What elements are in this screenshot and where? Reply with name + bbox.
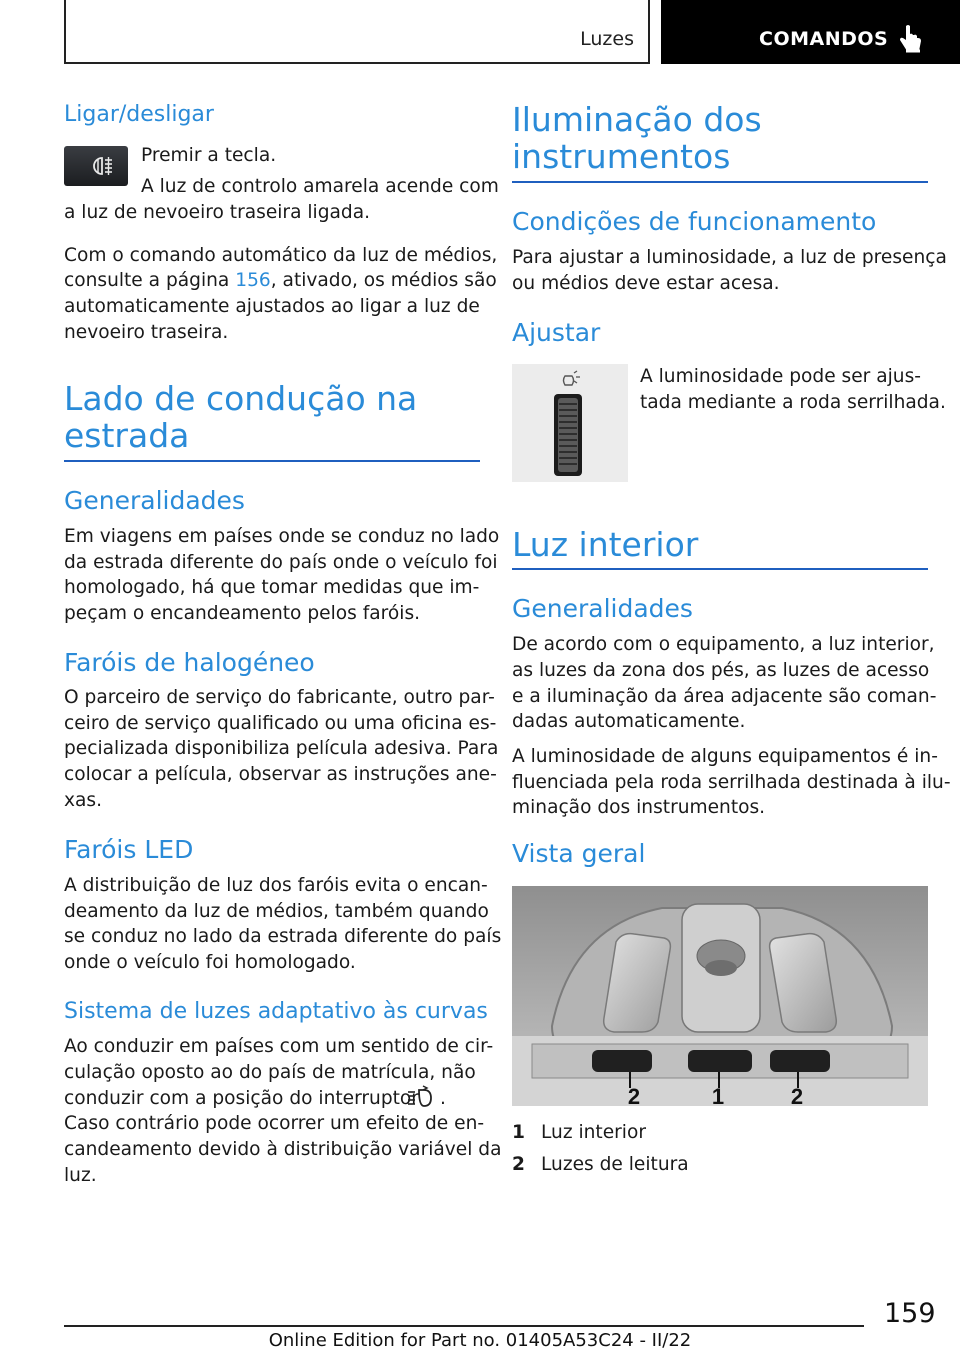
header-chapter-title: COMANDOS [759, 28, 889, 50]
legend-label: Luz interior [541, 1122, 646, 1143]
heading-sistema-adaptativo: Sistema de luzes adaptativo às curvas [64, 999, 488, 1024]
text-ada-l1: Ao conduzir em países com um sentido de cir- [64, 1036, 494, 1057]
text-ada-l3-end: . [440, 1088, 446, 1109]
callout-label: 1 [711, 1084, 725, 1106]
text-led-l1: A distribuição de luz dos faróis evita o encan- [64, 875, 488, 896]
rear-fog-light-icon [64, 146, 128, 186]
text-premir-tecla: Premir a tecla. [141, 145, 277, 166]
text-luz-nevoeiro: a luz de nevoeiro traseira ligada. [64, 202, 371, 223]
text-cond-l2: ou médios deve estar acesa. [512, 273, 780, 294]
overhead-console-image [512, 886, 928, 1106]
text-li-l3: e a iluminação da área adjacente são coman- [512, 686, 937, 707]
heading-generalidades-left: Generalidades [64, 486, 245, 515]
text-gen-l4: peçam o encandeamento pelos faróis. [64, 603, 421, 624]
instrument-brightness-icon [560, 370, 582, 390]
text-hal-l3: pecializada disponibiliza película adesiva. Para [64, 738, 499, 759]
thumbwheel-image [512, 364, 628, 482]
text-p2-l1: Com o comando automático da luz de médios, [64, 245, 498, 266]
rear-fog-light-key-image [64, 146, 128, 186]
text-li-p2-l3: minação dos instrumentos. [512, 797, 766, 818]
heading-lado-conducao-l2: estrada [64, 416, 190, 455]
text-led-l2: deamento da luz de médios, também quando [64, 901, 489, 922]
header-section-title: Luzes [580, 28, 634, 50]
heading-lado-conducao-l1: Lado de condução na [64, 379, 418, 418]
text-ada-l6: luz. [64, 1165, 97, 1186]
text-hal-l5: xas. [64, 790, 102, 811]
pointing-hand-icon [897, 24, 923, 54]
text-li-p2-l1: A luminosidade de alguns equipamentos é in- [512, 746, 938, 767]
text-luz-controlo: A luz de controlo amarela acende com [141, 176, 499, 197]
heading-condicoes: Condições de funcionamento [512, 207, 877, 236]
text-led-l3: se conduz no lado da estrada diferente do país [64, 926, 502, 947]
text-hal-l4: colocar a película, observar as instruções ane- [64, 764, 497, 785]
text-ada-l4: Caso contrário pode ocorrer um efeito de en- [64, 1113, 485, 1134]
heading-iluminacao-l1: Iluminação dos [512, 100, 762, 139]
text-p2-l2: consulte a página 156, ativado, os médios são [64, 270, 497, 291]
callout-label: 2 [627, 1084, 641, 1106]
text-led-l4: onde o veículo foi homologado. [64, 952, 356, 973]
text-gen-l2: da estrada diferente do país onde o veículo foi [64, 552, 498, 573]
text-ajustar-l1: A luminosidade pode ser ajus- [640, 366, 921, 387]
text-li-l1: De acordo com o equipamento, a luz interior, [512, 634, 935, 655]
footer-edition: Online Edition for Part no. 01405A53C24 - II/22 [268, 1330, 692, 1351]
footer-rule [64, 1325, 864, 1327]
text-cond-l1: Para ajustar a luminosidade, a luz de presença [512, 247, 947, 268]
text-li-p2-l2: fluenciada pela roda serrilhada destinada à ilu- [512, 772, 951, 793]
text-li-l2: as luzes da zona dos pés, as luzes de acesso [512, 660, 930, 681]
section-rule [512, 181, 928, 183]
heading-luz-interior: Luz interior [512, 525, 699, 564]
text-hal-l2: ceiro de serviço qualificado ou uma oficina es- [64, 713, 497, 734]
text-gen-l1: Em viagens em países onde se conduz no lado [64, 526, 500, 547]
text-hal-l1: O parceiro de serviço do fabricante, outro par- [64, 687, 495, 708]
text-ada-l5: candeamento devido à distribuição variável da [64, 1139, 502, 1160]
text-p2-l3: automaticamente ajustados ao ligar a luz de [64, 296, 480, 317]
legend-num: 1 [512, 1122, 525, 1143]
headlight-switch-icon [406, 1084, 434, 1110]
callout-label: 2 [790, 1084, 804, 1106]
section-rule [512, 568, 928, 570]
text-ajustar-l2: tada mediante a roda serrilhada. [640, 392, 946, 413]
text-li-l4: dadas automaticamente. [512, 711, 746, 732]
text-gen-l3: homologado, há que tomar medidas que im- [64, 577, 480, 598]
legend-label: Luzes de leitura [541, 1154, 689, 1175]
heading-ligar-desligar: Ligar/desligar [64, 102, 214, 127]
section-rule [64, 460, 480, 462]
heading-vista-geral: Vista geral [512, 839, 646, 868]
text-ada-l3: conduzir com a posição do interruptor [64, 1088, 419, 1109]
header-section-box [64, 0, 650, 64]
heading-farois-led: Faróis LED [64, 835, 194, 864]
page-number: 159 [884, 1298, 936, 1329]
text-p2-l4: nevoeiro traseira. [64, 322, 229, 343]
header-chapter-box [661, 0, 960, 64]
legend-num: 2 [512, 1154, 525, 1175]
heading-ajustar: Ajustar [512, 318, 601, 347]
text-ada-l2: culação oposto ao do país de matrícula, não [64, 1062, 476, 1083]
heading-halogeneo: Faróis de halogéneo [64, 648, 315, 677]
page-link-156[interactable]: 156 [235, 270, 271, 291]
heading-iluminacao-l2: instrumentos [512, 137, 731, 176]
heading-generalidades-right: Generalidades [512, 594, 693, 623]
